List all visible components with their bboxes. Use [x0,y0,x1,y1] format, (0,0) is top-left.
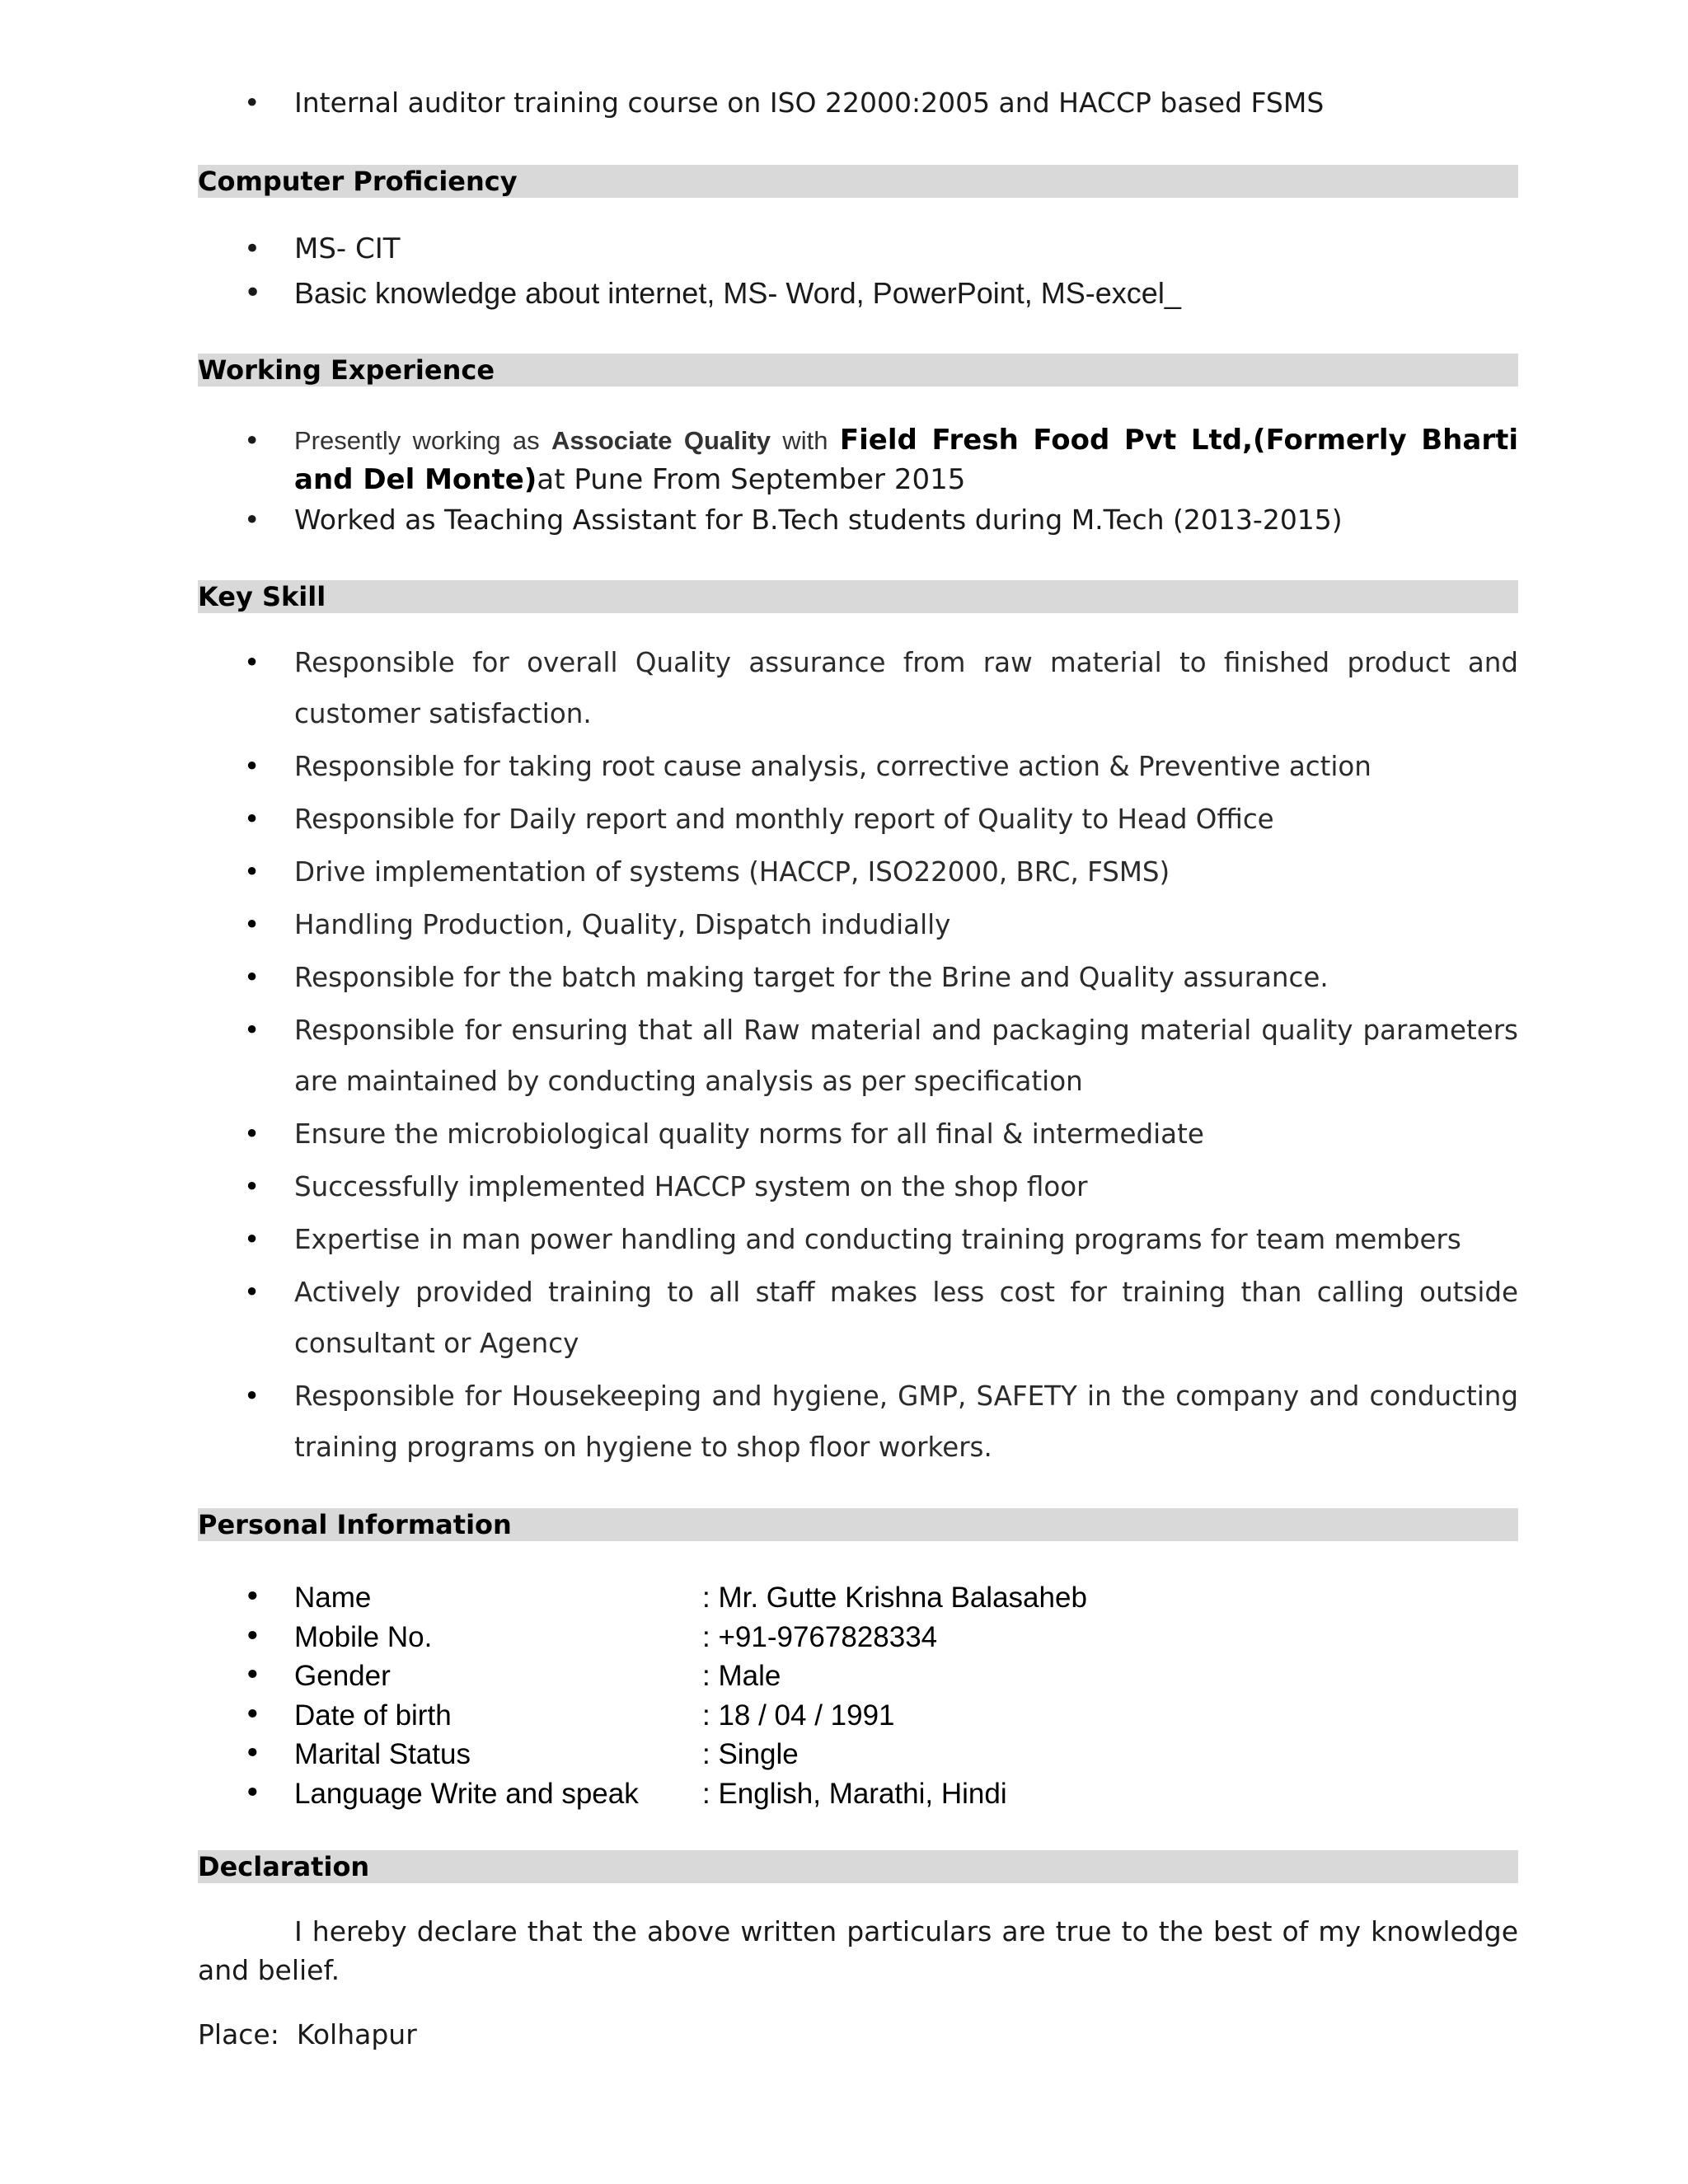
personal-label: Name [294,1582,372,1614]
experience-company: Field Fresh Food Pvt Ltd,(Formerly Bharti and Del Monte) [294,424,1519,496]
section-title: Working Experience [198,354,495,386]
place-value: Kolhapur [296,2018,417,2050]
personal-value: : 18 / 04 / 1991 [702,1699,895,1732]
declaration-text [198,1912,1518,1990]
skill-item-text: • Responsible for taking root cause analysis, corrective action & Preventive action [294,751,1372,782]
list-item [198,1735,1518,1774]
list-item [198,1214,1518,1265]
personal-label: Gender [294,1660,391,1692]
skill-item-text: • Expertise in man power handling and conducting training programs for team members [294,1224,1461,1255]
computer-proficiency-list [198,227,1518,315]
list-item [198,741,1518,792]
personal-value: : English, Marathi, Hindi [702,1777,1007,1810]
personal-value: : Single [702,1738,799,1770]
skill-item-text: • Actively provided training to all staff makes less cost for training than calling outside consultant or Agency [294,1277,1518,1359]
list-item [198,1774,1518,1814]
experience-with: with [770,426,840,455]
place-line [198,2015,1518,2054]
list-item [198,952,1518,1003]
skill-item-text: • Handling Production, Quality, Dispatch indudially [294,909,951,940]
list-item [198,637,1518,739]
personal-label: Marital Status [294,1738,471,1770]
skill-item-text: • Drive implementation of systems (HACCP, ISO22000, BRC, FSMS) [294,856,1170,888]
personal-label: Language Write and speak [294,1777,639,1810]
personal-information-list [198,1578,1518,1813]
place-label: Place: [198,2018,279,2050]
list-item [198,271,1518,315]
training-item-text: Internal auditor training course on ISO 22000:2005 and HACCP based FSMS [294,87,1325,119]
personal-label: Mobile No. [294,1620,433,1653]
list-item [198,1371,1518,1473]
list-item [198,1696,1518,1736]
skill-item-text: • Responsible for the batch making target for the Brine and Quality assurance. [294,962,1329,993]
list-item [198,1618,1518,1657]
section-title: Declaration [198,1851,370,1882]
experience-item-text: Worked as Teaching Assistant for B.Tech students during M.Tech (2013-2015) [294,504,1343,536]
personal-value: : Mr. Gutte Krishna Balasaheb [702,1582,1087,1614]
list-item [198,1267,1518,1369]
list-item [198,846,1518,898]
experience-suffix: at Pune From September 2015 [537,463,966,496]
proficiency-item-text: Basic knowledge about internet, MS- Word, PowerPoint, MS-excel_ [294,276,1181,310]
list-item [198,421,1518,500]
skill-item-text: • Successfully implemented HACCP system on the shop floor [294,1171,1088,1202]
skill-item-text: • Responsible for Housekeeping and hygiene, GMP, SAFETY in the company and conducting training programs on hygiene to shop floor workers. [294,1380,1518,1463]
section-header-working-experience [198,354,1518,387]
personal-label: Date of birth [294,1699,452,1732]
proficiency-item-text: MS- CIT [294,232,401,265]
list-item [198,227,1518,271]
list-item [198,84,1518,122]
skill-item-text: • Responsible for ensuring that all Raw material and packaging material quality parameters are maintained by conducting analysis as per specification [294,1015,1518,1097]
skill-item-text: • Responsible for Daily report and monthly report of Quality to Head Office [294,804,1274,835]
key-skill-list [198,637,1518,1474]
section-header-key-skill [198,580,1518,613]
list-item [198,1005,1518,1107]
skill-item-text: • Ensure the microbiological quality norms for all final & intermediate [294,1118,1204,1150]
list-item [198,1578,1518,1618]
skill-item-text: • Responsible for overall Quality assurance from raw material to finished product and customer satisfaction. [294,647,1518,729]
working-experience-list [198,421,1518,539]
section-title: Personal Information [198,1509,512,1540]
list-item [198,794,1518,845]
list-item [198,1161,1518,1212]
list-item [198,1108,1518,1160]
section-title: Computer Proficiency [198,166,518,197]
section-header-declaration [198,1850,1518,1883]
personal-value: : +91-9767828334 [702,1620,938,1653]
personal-value: : Male [702,1660,781,1692]
section-header-personal-information [198,1508,1518,1541]
declaration-statement: I hereby declare that the above written particulars are true to the best of my knowledge and belief. [198,1915,1518,1986]
section-header-computer-proficiency [198,165,1518,198]
training-list [198,84,1518,122]
experience-prefix: Presently working as [294,426,551,455]
list-item [198,1657,1518,1696]
experience-role: Associate Quality [551,426,771,455]
list-item [198,899,1518,950]
section-title: Key Skill [198,581,326,612]
list-item [198,500,1518,539]
